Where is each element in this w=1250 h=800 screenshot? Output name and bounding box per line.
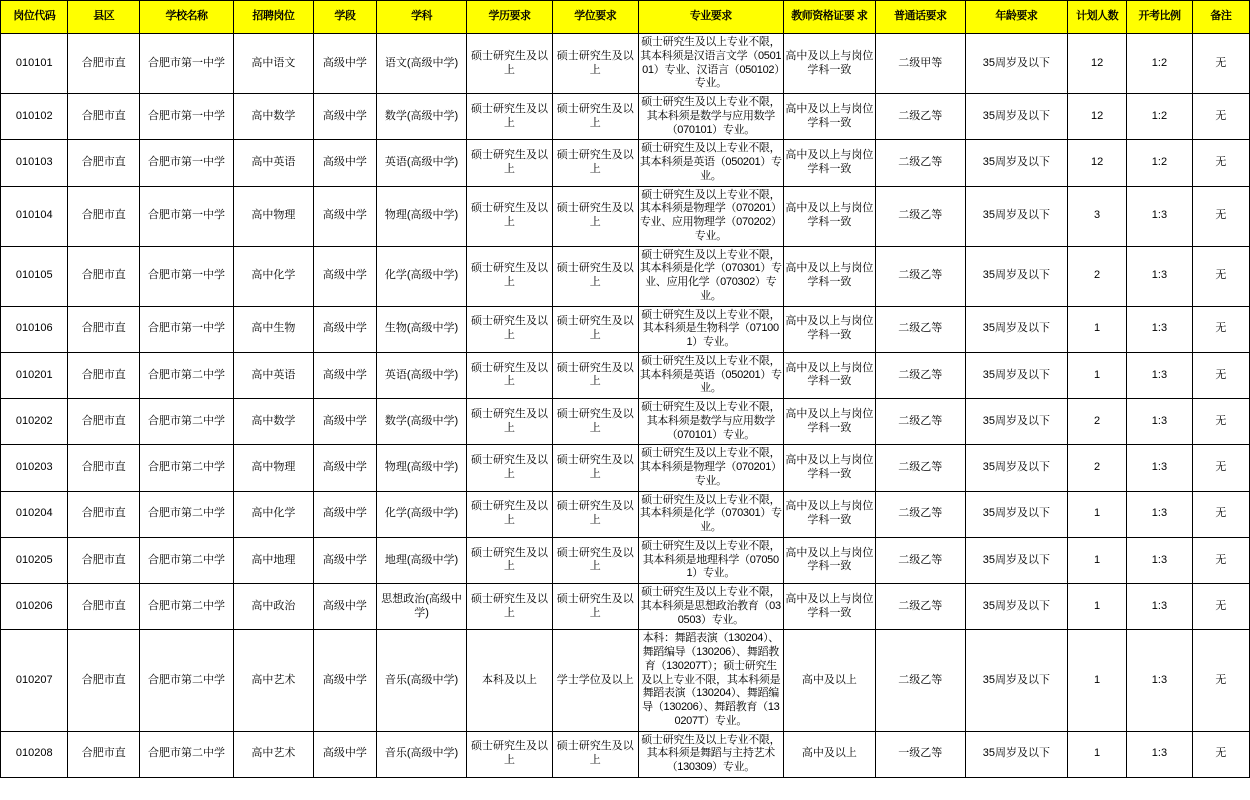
cell-remark: 无 xyxy=(1192,306,1249,352)
cell-education: 硕士研究生及以上 xyxy=(467,94,553,140)
cell-age: 35周岁及以下 xyxy=(965,399,1067,445)
cell-stage: 高级中学 xyxy=(313,94,376,140)
cell-school-name: 合肥市第二中学 xyxy=(139,537,233,583)
cell-age: 35周岁及以下 xyxy=(965,186,1067,246)
cell-position: 高中政治 xyxy=(234,584,314,630)
cell-exam-ratio: 1:3 xyxy=(1127,584,1192,630)
cell-school-name: 合肥市第二中学 xyxy=(139,731,233,777)
cell-stage: 高级中学 xyxy=(313,630,376,731)
cell-mandarin: 二级乙等 xyxy=(875,491,965,537)
cell-certificate: 高中及以上与岗位学科一致 xyxy=(783,186,875,246)
cell-degree: 硕士研究生及以上 xyxy=(552,186,638,246)
cell-position: 高中化学 xyxy=(234,491,314,537)
cell-stage: 高级中学 xyxy=(313,537,376,583)
cell-position-code: 010205 xyxy=(1,537,68,583)
cell-position: 高中化学 xyxy=(234,246,314,306)
cell-education: 硕士研究生及以上 xyxy=(467,399,553,445)
cell-certificate: 高中及以上与岗位学科一致 xyxy=(783,140,875,186)
column-header-exam-ratio: 开考比例 xyxy=(1127,1,1192,34)
cell-age: 35周岁及以下 xyxy=(965,491,1067,537)
cell-age: 35周岁及以下 xyxy=(965,34,1067,94)
table-row xyxy=(1,352,1250,398)
cell-education: 本科及以上 xyxy=(467,630,553,731)
column-header-district: 县区 xyxy=(68,1,140,34)
column-header-subject: 学科 xyxy=(377,1,467,34)
cell-school-name: 合肥市第一中学 xyxy=(139,94,233,140)
cell-district: 合肥市直 xyxy=(68,246,140,306)
cell-subject: 生物(高级中学) xyxy=(377,306,467,352)
cell-degree: 硕士研究生及以上 xyxy=(552,537,638,583)
cell-mandarin: 二级乙等 xyxy=(875,399,965,445)
cell-exam-ratio: 1:3 xyxy=(1127,352,1192,398)
column-header-position-code: 岗位代码 xyxy=(1,1,68,34)
cell-certificate: 高中及以上 xyxy=(783,731,875,777)
cell-education: 硕士研究生及以上 xyxy=(467,140,553,186)
cell-mandarin: 二级乙等 xyxy=(875,186,965,246)
cell-education: 硕士研究生及以上 xyxy=(467,34,553,94)
cell-remark: 无 xyxy=(1192,584,1249,630)
cell-position: 高中地理 xyxy=(234,537,314,583)
cell-remark: 无 xyxy=(1192,399,1249,445)
cell-certificate: 高中及以上与岗位学科一致 xyxy=(783,306,875,352)
cell-education: 硕士研究生及以上 xyxy=(467,731,553,777)
table-row xyxy=(1,186,1250,246)
cell-district: 合肥市直 xyxy=(68,491,140,537)
cell-school-name: 合肥市第二中学 xyxy=(139,399,233,445)
cell-remark: 无 xyxy=(1192,630,1249,731)
cell-certificate: 高中及以上 xyxy=(783,630,875,731)
cell-major: 硕士研究生及以上专业不限，其本科须是数学与应用数学（070101）专业。 xyxy=(638,399,783,445)
cell-degree: 硕士研究生及以上 xyxy=(552,34,638,94)
cell-degree: 硕士研究生及以上 xyxy=(552,140,638,186)
cell-remark: 无 xyxy=(1192,445,1249,491)
table-row xyxy=(1,491,1250,537)
cell-school-name: 合肥市第二中学 xyxy=(139,491,233,537)
cell-position-code: 010204 xyxy=(1,491,68,537)
cell-subject: 物理(高级中学) xyxy=(377,445,467,491)
cell-certificate: 高中及以上与岗位学科一致 xyxy=(783,491,875,537)
cell-stage: 高级中学 xyxy=(313,399,376,445)
cell-age: 35周岁及以下 xyxy=(965,584,1067,630)
column-header-school-name: 学校名称 xyxy=(139,1,233,34)
cell-district: 合肥市直 xyxy=(68,731,140,777)
cell-plan-count: 12 xyxy=(1067,140,1126,186)
cell-education: 硕士研究生及以上 xyxy=(467,246,553,306)
cell-remark: 无 xyxy=(1192,491,1249,537)
cell-stage: 高级中学 xyxy=(313,491,376,537)
cell-subject: 数学(高级中学) xyxy=(377,399,467,445)
cell-exam-ratio: 1:3 xyxy=(1127,246,1192,306)
cell-district: 合肥市直 xyxy=(68,186,140,246)
cell-plan-count: 3 xyxy=(1067,186,1126,246)
cell-plan-count: 1 xyxy=(1067,352,1126,398)
cell-major: 硕士研究生及以上专业不限，其本科须是物理学（070201）专业。 xyxy=(638,445,783,491)
cell-subject: 音乐(高级中学) xyxy=(377,630,467,731)
cell-stage: 高级中学 xyxy=(313,352,376,398)
cell-education: 硕士研究生及以上 xyxy=(467,584,553,630)
cell-remark: 无 xyxy=(1192,140,1249,186)
cell-exam-ratio: 1:2 xyxy=(1127,140,1192,186)
cell-mandarin: 二级乙等 xyxy=(875,94,965,140)
cell-remark: 无 xyxy=(1192,186,1249,246)
cell-major: 硕士研究生及以上专业不限，其本科须是生物科学（071001）专业。 xyxy=(638,306,783,352)
table-row xyxy=(1,584,1250,630)
cell-major: 硕士研究生及以上专业不限，其本科须是地理科学（070501）专业。 xyxy=(638,537,783,583)
cell-degree: 硕士研究生及以上 xyxy=(552,94,638,140)
cell-subject: 化学(高级中学) xyxy=(377,491,467,537)
cell-degree: 硕士研究生及以上 xyxy=(552,731,638,777)
cell-district: 合肥市直 xyxy=(68,630,140,731)
cell-age: 35周岁及以下 xyxy=(965,352,1067,398)
cell-degree: 硕士研究生及以上 xyxy=(552,306,638,352)
cell-certificate: 高中及以上与岗位学科一致 xyxy=(783,445,875,491)
table-row xyxy=(1,399,1250,445)
table-row xyxy=(1,630,1250,731)
cell-education: 硕士研究生及以上 xyxy=(467,306,553,352)
cell-degree: 硕士研究生及以上 xyxy=(552,352,638,398)
cell-mandarin: 二级乙等 xyxy=(875,584,965,630)
cell-remark: 无 xyxy=(1192,34,1249,94)
cell-degree: 硕士研究生及以上 xyxy=(552,399,638,445)
cell-mandarin: 二级乙等 xyxy=(875,352,965,398)
cell-mandarin: 二级乙等 xyxy=(875,630,965,731)
cell-school-name: 合肥市第二中学 xyxy=(139,445,233,491)
cell-degree: 硕士研究生及以上 xyxy=(552,491,638,537)
cell-subject: 英语(高级中学) xyxy=(377,140,467,186)
cell-mandarin: 二级乙等 xyxy=(875,537,965,583)
cell-age: 35周岁及以下 xyxy=(965,731,1067,777)
cell-stage: 高级中学 xyxy=(313,246,376,306)
cell-position: 高中艺术 xyxy=(234,630,314,731)
cell-subject: 数学(高级中学) xyxy=(377,94,467,140)
cell-education: 硕士研究生及以上 xyxy=(467,445,553,491)
cell-plan-count: 1 xyxy=(1067,537,1126,583)
cell-major: 硕士研究生及以上专业不限，其本科须是物理学（070201）专业、应用物理学（070202）专业。 xyxy=(638,186,783,246)
column-header-stage: 学段 xyxy=(313,1,376,34)
cell-certificate: 高中及以上与岗位学科一致 xyxy=(783,584,875,630)
cell-subject: 音乐(高级中学) xyxy=(377,731,467,777)
cell-exam-ratio: 1:3 xyxy=(1127,399,1192,445)
cell-age: 35周岁及以下 xyxy=(965,306,1067,352)
cell-certificate: 高中及以上与岗位学科一致 xyxy=(783,399,875,445)
cell-certificate: 高中及以上与岗位学科一致 xyxy=(783,94,875,140)
table-body xyxy=(1,34,1250,778)
cell-position-code: 010106 xyxy=(1,306,68,352)
cell-remark: 无 xyxy=(1192,94,1249,140)
cell-school-name: 合肥市第二中学 xyxy=(139,630,233,731)
cell-certificate: 高中及以上与岗位学科一致 xyxy=(783,537,875,583)
cell-position-code: 010104 xyxy=(1,186,68,246)
cell-position: 高中物理 xyxy=(234,445,314,491)
cell-remark: 无 xyxy=(1192,731,1249,777)
table-row xyxy=(1,445,1250,491)
column-header-position: 招聘岗位 xyxy=(234,1,314,34)
cell-major: 硕士研究生及以上专业不限，其本科须是英语（050201）专业。 xyxy=(638,140,783,186)
cell-district: 合肥市直 xyxy=(68,352,140,398)
cell-subject: 地理(高级中学) xyxy=(377,537,467,583)
cell-major: 硕士研究生及以上专业不限，其本科须是汉语言文学（050101）专业、汉语言（050102）专业。 xyxy=(638,34,783,94)
cell-mandarin: 二级乙等 xyxy=(875,445,965,491)
cell-plan-count: 2 xyxy=(1067,399,1126,445)
cell-position: 高中生物 xyxy=(234,306,314,352)
cell-position-code: 010207 xyxy=(1,630,68,731)
cell-major: 本科：舞蹈表演（130204）、舞蹈编导（130206）、舞蹈教育（130207T）；硕士研究生及以上专业不限，其本科须是舞蹈表演（130204）、舞蹈编导（130206）、舞蹈教育（130207T）专业。 xyxy=(638,630,783,731)
cell-district: 合肥市直 xyxy=(68,34,140,94)
cell-plan-count: 1 xyxy=(1067,731,1126,777)
cell-exam-ratio: 1:3 xyxy=(1127,306,1192,352)
cell-age: 35周岁及以下 xyxy=(965,94,1067,140)
cell-certificate: 高中及以上与岗位学科一致 xyxy=(783,246,875,306)
table-header-row xyxy=(1,1,1250,34)
cell-plan-count: 2 xyxy=(1067,445,1126,491)
cell-position-code: 010201 xyxy=(1,352,68,398)
cell-plan-count: 1 xyxy=(1067,306,1126,352)
cell-stage: 高级中学 xyxy=(313,731,376,777)
cell-remark: 无 xyxy=(1192,352,1249,398)
cell-exam-ratio: 1:3 xyxy=(1127,731,1192,777)
cell-certificate: 高中及以上与岗位学科一致 xyxy=(783,352,875,398)
cell-exam-ratio: 1:3 xyxy=(1127,491,1192,537)
column-header-mandarin: 普通话要求 xyxy=(875,1,965,34)
cell-stage: 高级中学 xyxy=(313,445,376,491)
cell-position-code: 010101 xyxy=(1,34,68,94)
cell-age: 35周岁及以下 xyxy=(965,140,1067,186)
table-row xyxy=(1,94,1250,140)
cell-plan-count: 1 xyxy=(1067,491,1126,537)
cell-age: 35周岁及以下 xyxy=(965,630,1067,731)
cell-subject: 物理(高级中学) xyxy=(377,186,467,246)
cell-district: 合肥市直 xyxy=(68,306,140,352)
cell-school-name: 合肥市第一中学 xyxy=(139,246,233,306)
cell-exam-ratio: 1:3 xyxy=(1127,630,1192,731)
cell-position: 高中语文 xyxy=(234,34,314,94)
cell-remark: 无 xyxy=(1192,246,1249,306)
cell-stage: 高级中学 xyxy=(313,140,376,186)
cell-district: 合肥市直 xyxy=(68,584,140,630)
cell-education: 硕士研究生及以上 xyxy=(467,537,553,583)
table-row xyxy=(1,34,1250,94)
cell-education: 硕士研究生及以上 xyxy=(467,186,553,246)
cell-degree: 硕士研究生及以上 xyxy=(552,445,638,491)
cell-stage: 高级中学 xyxy=(313,306,376,352)
cell-major: 硕士研究生及以上专业不限，其本科须是化学（070301）专业、应用化学（070302）专业。 xyxy=(638,246,783,306)
cell-school-name: 合肥市第一中学 xyxy=(139,140,233,186)
cell-major: 硕士研究生及以上专业不限，其本科须是化学（070301）专业。 xyxy=(638,491,783,537)
cell-district: 合肥市直 xyxy=(68,399,140,445)
cell-exam-ratio: 1:3 xyxy=(1127,445,1192,491)
column-header-major: 专业要求 xyxy=(638,1,783,34)
cell-position-code: 010206 xyxy=(1,584,68,630)
cell-major: 硕士研究生及以上专业不限，其本科须是舞蹈与主持艺术（130309）专业。 xyxy=(638,731,783,777)
column-header-remark: 备注 xyxy=(1192,1,1249,34)
cell-stage: 高级中学 xyxy=(313,584,376,630)
cell-mandarin: 二级乙等 xyxy=(875,246,965,306)
cell-school-name: 合肥市第二中学 xyxy=(139,584,233,630)
cell-stage: 高级中学 xyxy=(313,34,376,94)
cell-exam-ratio: 1:3 xyxy=(1127,186,1192,246)
cell-plan-count: 1 xyxy=(1067,630,1126,731)
cell-plan-count: 2 xyxy=(1067,246,1126,306)
cell-district: 合肥市直 xyxy=(68,94,140,140)
cell-stage: 高级中学 xyxy=(313,186,376,246)
cell-position-code: 010105 xyxy=(1,246,68,306)
cell-mandarin: 二级乙等 xyxy=(875,140,965,186)
cell-education: 硕士研究生及以上 xyxy=(467,491,553,537)
cell-position: 高中艺术 xyxy=(234,731,314,777)
cell-mandarin: 二级乙等 xyxy=(875,306,965,352)
cell-position-code: 010102 xyxy=(1,94,68,140)
table-row xyxy=(1,140,1250,186)
cell-exam-ratio: 1:2 xyxy=(1127,34,1192,94)
cell-school-name: 合肥市第一中学 xyxy=(139,306,233,352)
table-row xyxy=(1,537,1250,583)
column-header-education: 学历要求 xyxy=(467,1,553,34)
cell-subject: 化学(高级中学) xyxy=(377,246,467,306)
cell-age: 35周岁及以下 xyxy=(965,537,1067,583)
column-header-certificate: 教师资格证要 求 xyxy=(783,1,875,34)
cell-school-name: 合肥市第一中学 xyxy=(139,34,233,94)
cell-district: 合肥市直 xyxy=(68,537,140,583)
cell-position: 高中英语 xyxy=(234,140,314,186)
cell-exam-ratio: 1:3 xyxy=(1127,537,1192,583)
cell-subject: 思想政治(高级中学) xyxy=(377,584,467,630)
cell-subject: 英语(高级中学) xyxy=(377,352,467,398)
cell-remark: 无 xyxy=(1192,537,1249,583)
cell-position-code: 010202 xyxy=(1,399,68,445)
cell-degree: 硕士研究生及以上 xyxy=(552,246,638,306)
cell-major: 硕士研究生及以上专业不限，其本科须是数学与应用数学（070101）专业。 xyxy=(638,94,783,140)
cell-mandarin: 二级甲等 xyxy=(875,34,965,94)
table-row xyxy=(1,306,1250,352)
cell-position-code: 010203 xyxy=(1,445,68,491)
cell-district: 合肥市直 xyxy=(68,445,140,491)
cell-position: 高中物理 xyxy=(234,186,314,246)
cell-age: 35周岁及以下 xyxy=(965,445,1067,491)
cell-position: 高中数学 xyxy=(234,399,314,445)
cell-major: 硕士研究生及以上专业不限，其本科须是英语（050201）专业。 xyxy=(638,352,783,398)
cell-degree: 硕士研究生及以上 xyxy=(552,584,638,630)
column-header-age: 年龄要求 xyxy=(965,1,1067,34)
cell-position: 高中数学 xyxy=(234,94,314,140)
cell-district: 合肥市直 xyxy=(68,140,140,186)
table-row xyxy=(1,731,1250,777)
cell-certificate: 高中及以上与岗位学科一致 xyxy=(783,34,875,94)
cell-position-code: 010103 xyxy=(1,140,68,186)
table-row xyxy=(1,246,1250,306)
cell-school-name: 合肥市第一中学 xyxy=(139,186,233,246)
cell-plan-count: 12 xyxy=(1067,94,1126,140)
cell-degree: 学士学位及以上 xyxy=(552,630,638,731)
cell-plan-count: 12 xyxy=(1067,34,1126,94)
cell-age: 35周岁及以下 xyxy=(965,246,1067,306)
column-header-degree: 学位要求 xyxy=(552,1,638,34)
cell-position: 高中英语 xyxy=(234,352,314,398)
cell-position-code: 010208 xyxy=(1,731,68,777)
cell-school-name: 合肥市第二中学 xyxy=(139,352,233,398)
cell-subject: 语文(高级中学) xyxy=(377,34,467,94)
cell-plan-count: 1 xyxy=(1067,584,1126,630)
column-header-plan-count: 计划人数 xyxy=(1067,1,1126,34)
cell-education: 硕士研究生及以上 xyxy=(467,352,553,398)
cell-major: 硕士研究生及以上专业不限，其本科须是思想政治教育（030503）专业。 xyxy=(638,584,783,630)
cell-mandarin: 一级乙等 xyxy=(875,731,965,777)
cell-exam-ratio: 1:2 xyxy=(1127,94,1192,140)
